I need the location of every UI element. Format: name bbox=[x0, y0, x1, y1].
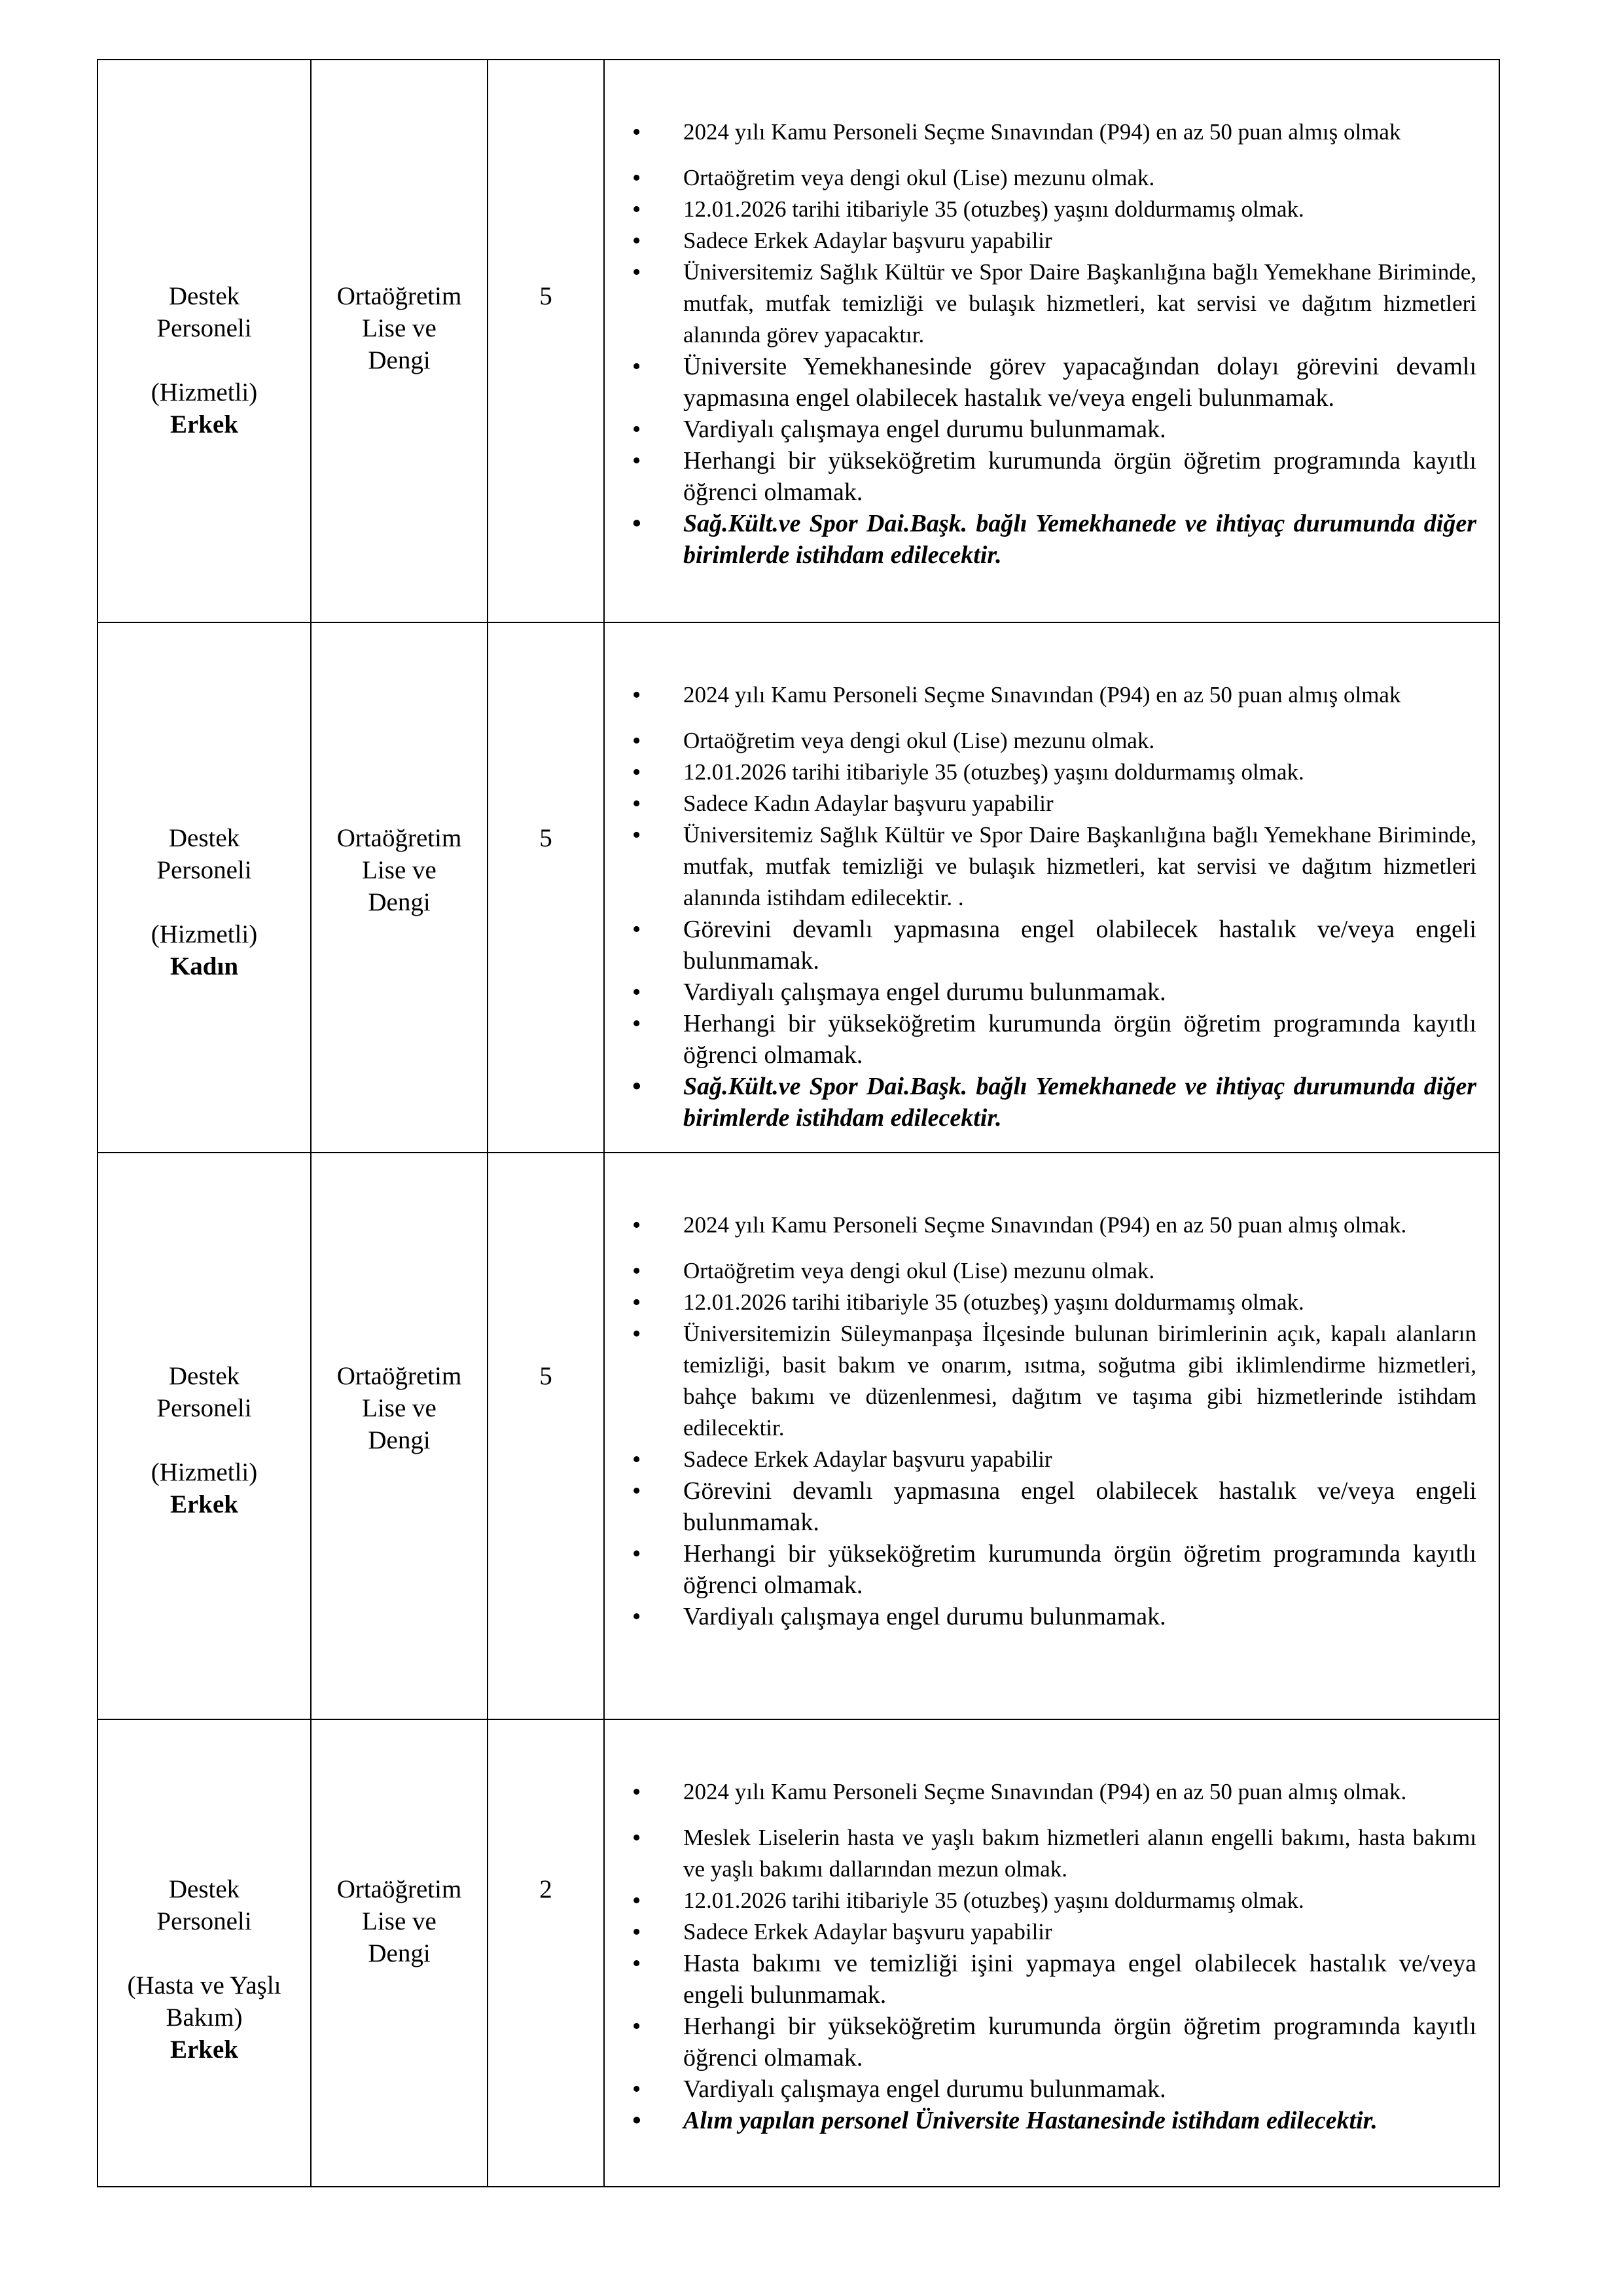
table-row bbox=[98, 1719, 1499, 2187]
list-item: • Üniversitemizin Süleymanpaşa İlçesinde bulunan birimlerinin açık, kapalı alanların temizliği, basit bakım ve onarım, ısıtma, soğutma gibi iklimlendirme hizmetleri, bahçe bakımı ve düzenlenmesi, dağıtım ve taşıma gibi hizmetlerinde istihdam edilecektir. bbox=[631, 1318, 1476, 1444]
list-item: • Meslek Liselerin hasta ve yaşlı bakım hizmetleri alanın engelli bakımı, hasta bakımı ve yaşlı bakımı dallarından mezun olmak. bbox=[631, 1822, 1476, 1885]
position-count: 5 bbox=[539, 824, 552, 852]
list-item: • Vardiyalı çalışmaya engel durumu bulunmamak. bbox=[631, 2073, 1476, 2105]
list-item: • Görevini devamlı yapmasına engel olabilecek hastalık ve/veya engeli bulunmamak. bbox=[631, 1475, 1476, 1538]
requirements-cell bbox=[604, 622, 1499, 1153]
list-item: • Herhangi bir yükseköğretim kurumunda örgün öğretim programında kayıtlı öğrenci olmamak. bbox=[631, 1538, 1476, 1601]
education-cell bbox=[311, 622, 488, 1153]
list-item: • Vardiyalı çalışmaya engel durumu bulunmamak. bbox=[631, 1601, 1476, 1632]
table-row bbox=[98, 622, 1499, 1153]
list-item: • Herhangi bir yükseköğretim kurumunda örgün öğretim programında kayıtlı öğrenci olmamak. bbox=[631, 2011, 1476, 2073]
position-cell bbox=[98, 622, 311, 1153]
list-item: • 2024 yılı Kamu Personeli Seçme Sınavından (P94) en az 50 puan almış olmak bbox=[631, 117, 1476, 148]
position-gender: Erkek bbox=[169, 2036, 238, 2064]
education-text: Ortaöğretim Lise ve Dengi bbox=[336, 824, 462, 916]
list-item: • Sadece Erkek Adaylar başvuru yapabilir bbox=[631, 1916, 1476, 1948]
education-text: Ortaöğretim Lise ve Dengi bbox=[336, 282, 462, 374]
list-item: • Herhangi bir yükseköğretim kurumunda örgün öğretim programında kayıtlı öğrenci olmamak. bbox=[631, 1008, 1476, 1071]
position-count: 2 bbox=[539, 1875, 552, 1903]
position-title: Destek Personeli bbox=[156, 824, 252, 884]
list-item: • Ortaöğretim veya dengi okul (Lise) mezunu olmak. bbox=[631, 1255, 1476, 1287]
list-item: • 2024 yılı Kamu Personeli Seçme Sınavından (P94) en az 50 puan almış olmak. bbox=[631, 1210, 1476, 1241]
list-item: • Herhangi bir yükseköğretim kurumunda örgün öğretim programında kayıtlı öğrenci olmamak. bbox=[631, 445, 1476, 508]
requirements-list bbox=[631, 1210, 1476, 1632]
position-category: (Hasta ve Yaşlı Bakım) bbox=[127, 1971, 281, 2032]
list-item: • 12.01.2026 tarihi itibariyle 35 (otuzbeş) yaşını doldurmamış olmak. bbox=[631, 757, 1476, 788]
requirements-list bbox=[631, 117, 1476, 571]
count-cell bbox=[488, 622, 604, 1153]
list-item: • Ortaöğretim veya dengi okul (Lise) mezunu olmak. bbox=[631, 725, 1476, 757]
list-item: • Ortaöğretim veya dengi okul (Lise) mezunu olmak. bbox=[631, 162, 1476, 194]
list-item: • 2024 yılı Kamu Personeli Seçme Sınavından (P94) en az 50 puan almış olmak. bbox=[631, 1776, 1476, 1808]
list-item: • Hasta bakımı ve temizliği işini yapmaya engel olabilecek hastalık ve/veya engeli bulunmamak. bbox=[631, 1948, 1476, 2011]
requirements-list bbox=[631, 679, 1476, 1134]
count-cell bbox=[488, 1719, 604, 2187]
list-item: • Alım yapılan personel Üniversite Hastanesinde istihdam edilecektir. bbox=[631, 2105, 1476, 2136]
list-item: • 12.01.2026 tarihi itibariyle 35 (otuzbeş) yaşını doldurmamış olmak. bbox=[631, 194, 1476, 225]
count-cell bbox=[488, 60, 604, 622]
position-gender: Erkek bbox=[169, 1490, 238, 1518]
position-title: Destek Personeli bbox=[156, 282, 252, 342]
position-gender: Kadın bbox=[169, 952, 239, 980]
list-item: • 12.01.2026 tarihi itibariyle 35 (otuzbeş) yaşını doldurmamış olmak. bbox=[631, 1287, 1476, 1318]
position-cell bbox=[98, 1719, 311, 2187]
list-item: • Üniversitemiz Sağlık Kültür ve Spor Daire Başkanlığına bağlı Yemekhane Biriminde, mutfak, mutfak temizliği ve bulaşık hizmetleri, kat servisi ve dağıtım hizmetleri alanında görev yapacaktır. bbox=[631, 257, 1476, 351]
positions-table bbox=[97, 59, 1500, 2187]
list-item: • Üniversitemiz Sağlık Kültür ve Spor Daire Başkanlığına bağlı Yemekhane Biriminde, mutfak, mutfak temizliği ve bulaşık hizmetleri, kat servisi ve dağıtım hizmetleri alanında istihdam edilecektir. . bbox=[631, 819, 1476, 914]
requirements-cell bbox=[604, 1153, 1499, 1719]
count-cell bbox=[488, 1153, 604, 1719]
requirements-cell bbox=[604, 60, 1499, 622]
list-item: • Sadece Erkek Adaylar başvuru yapabilir bbox=[631, 225, 1476, 257]
list-item: • 12.01.2026 tarihi itibariyle 35 (otuzbeş) yaşını doldurmamış olmak. bbox=[631, 1885, 1476, 1916]
table-row bbox=[98, 1153, 1499, 1719]
position-count: 5 bbox=[539, 282, 552, 310]
position-gender: Erkek bbox=[169, 410, 238, 439]
position-category: (Hizmetli) bbox=[151, 920, 258, 948]
position-cell bbox=[98, 60, 311, 622]
requirements-list bbox=[631, 1776, 1476, 2136]
list-item: • Sadece Erkek Adaylar başvuru yapabilir bbox=[631, 1444, 1476, 1475]
list-item: • Vardiyalı çalışmaya engel durumu bulunmamak. bbox=[631, 977, 1476, 1008]
education-cell bbox=[311, 1719, 488, 2187]
education-text: Ortaöğretim Lise ve Dengi bbox=[336, 1875, 462, 1967]
list-item: • Üniversite Yemekhanesinde görev yapacağından dolayı görevini devamlı yapmasına engel olabilecek hastalık ve/veya engeli bulunmamak. bbox=[631, 351, 1476, 414]
list-item: • Vardiyalı çalışmaya engel durumu bulunmamak. bbox=[631, 414, 1476, 445]
list-item: • Sağ.Kült.ve Spor Dai.Başk. bağlı Yemekhanede ve ihtiyaç durumunda diğer birimlerde istihdam edilecektir. bbox=[631, 508, 1476, 571]
position-title: Destek Personeli bbox=[156, 1875, 252, 1935]
education-cell bbox=[311, 60, 488, 622]
position-title: Destek Personeli bbox=[156, 1362, 252, 1422]
list-item: • Sadece Kadın Adaylar başvuru yapabilir bbox=[631, 788, 1476, 819]
position-cell bbox=[98, 1153, 311, 1719]
list-item: • Sağ.Kült.ve Spor Dai.Başk. bağlı Yemekhanede ve ihtiyaç durumunda diğer birimlerde istihdam edilecektir. bbox=[631, 1071, 1476, 1134]
education-text: Ortaöğretim Lise ve Dengi bbox=[336, 1362, 462, 1454]
requirements-cell bbox=[604, 1719, 1499, 2187]
position-category: (Hizmetli) bbox=[151, 378, 258, 406]
education-cell bbox=[311, 1153, 488, 1719]
list-item: • Görevini devamlı yapmasına engel olabilecek hastalık ve/veya engeli bulunmamak. bbox=[631, 914, 1476, 977]
position-category: (Hizmetli) bbox=[151, 1458, 258, 1486]
list-item: • 2024 yılı Kamu Personeli Seçme Sınavından (P94) en az 50 puan almış olmak bbox=[631, 679, 1476, 711]
table-row bbox=[98, 60, 1499, 622]
position-count: 5 bbox=[539, 1362, 552, 1390]
